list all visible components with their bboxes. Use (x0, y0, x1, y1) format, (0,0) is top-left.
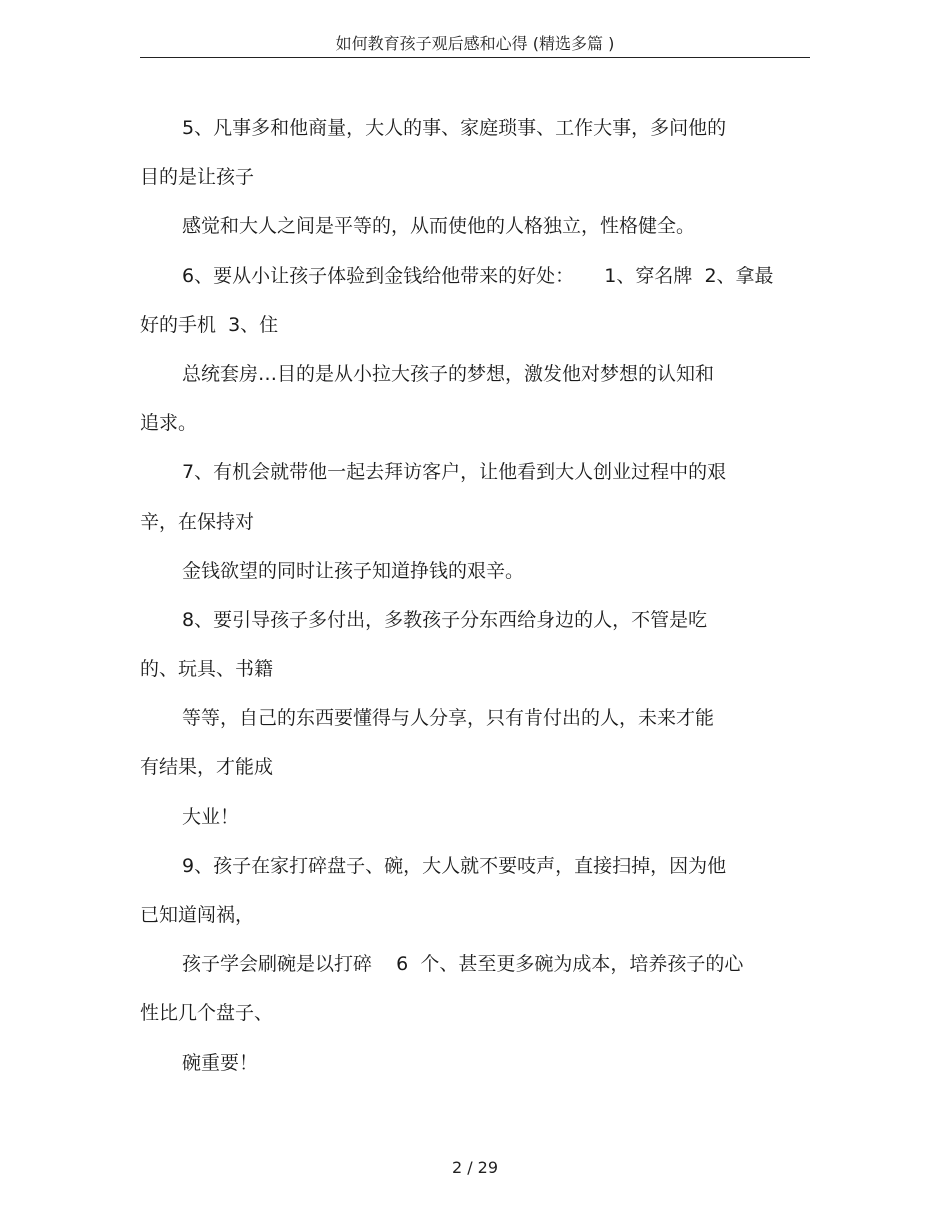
text-line: 总统套房…目的是从小拉大孩子的梦想，激发他对梦想的认知和 (182, 362, 715, 385)
text-line: 大业！ (182, 805, 240, 828)
text-line: 的、玩具、书籍 (140, 658, 274, 681)
text-line: 目的是让孩子 (140, 166, 255, 189)
page-header-title: 如何教育孩子观后感和心得 (精选多篇 ) (335, 34, 615, 53)
header-divider (140, 57, 810, 58)
text-line: 孩子学会刷碗是以打碎 6 个、甚至更多碗为成本，培养孩子的心 (182, 953, 744, 976)
text-line: 有结果，才能成 (140, 756, 274, 779)
text-line: 追求。 (140, 412, 198, 435)
text-line: 金钱欲望的同时让孩子知道挣钱的艰辛。 (182, 559, 525, 582)
page-number: 2 / 29 (451, 1158, 499, 1177)
text-line: 6、要从小让孩子体验到金钱给他带来的好处： 1、穿名牌 2、拿最 (182, 264, 774, 287)
text-line: 性比几个盘子、 (140, 1002, 274, 1025)
text-line: 好的手机 3、住 (140, 313, 279, 336)
text-line: 感觉和大人之间是平等的，从而使他的人格独立，性格健全。 (182, 215, 696, 238)
text-line: 8、要引导孩子多付出，多教孩子分东西给身边的人，不管是吃 (182, 608, 708, 631)
text-line: 7、有机会就带他一起去拜访客户，让他看到大人创业过程中的艰 (182, 461, 727, 484)
document-body (140, 110, 830, 1094)
text-line: 等等，自己的东西要懂得与人分享，只有肯付出的人，未来才能 (182, 707, 715, 730)
text-line: 碗重要！ (182, 1051, 259, 1074)
text-line: 5、凡事多和他商量，大人的事、家庭琐事、工作大事，多问他的 (182, 117, 727, 139)
text-line: 9、孩子在家打碎盘子、碗，大人就不要吱声，直接扫掉，因为他 (182, 854, 727, 877)
text-line: 已知道闯祸， (140, 904, 255, 926)
text-line: 辛，在保持对 (140, 510, 255, 533)
